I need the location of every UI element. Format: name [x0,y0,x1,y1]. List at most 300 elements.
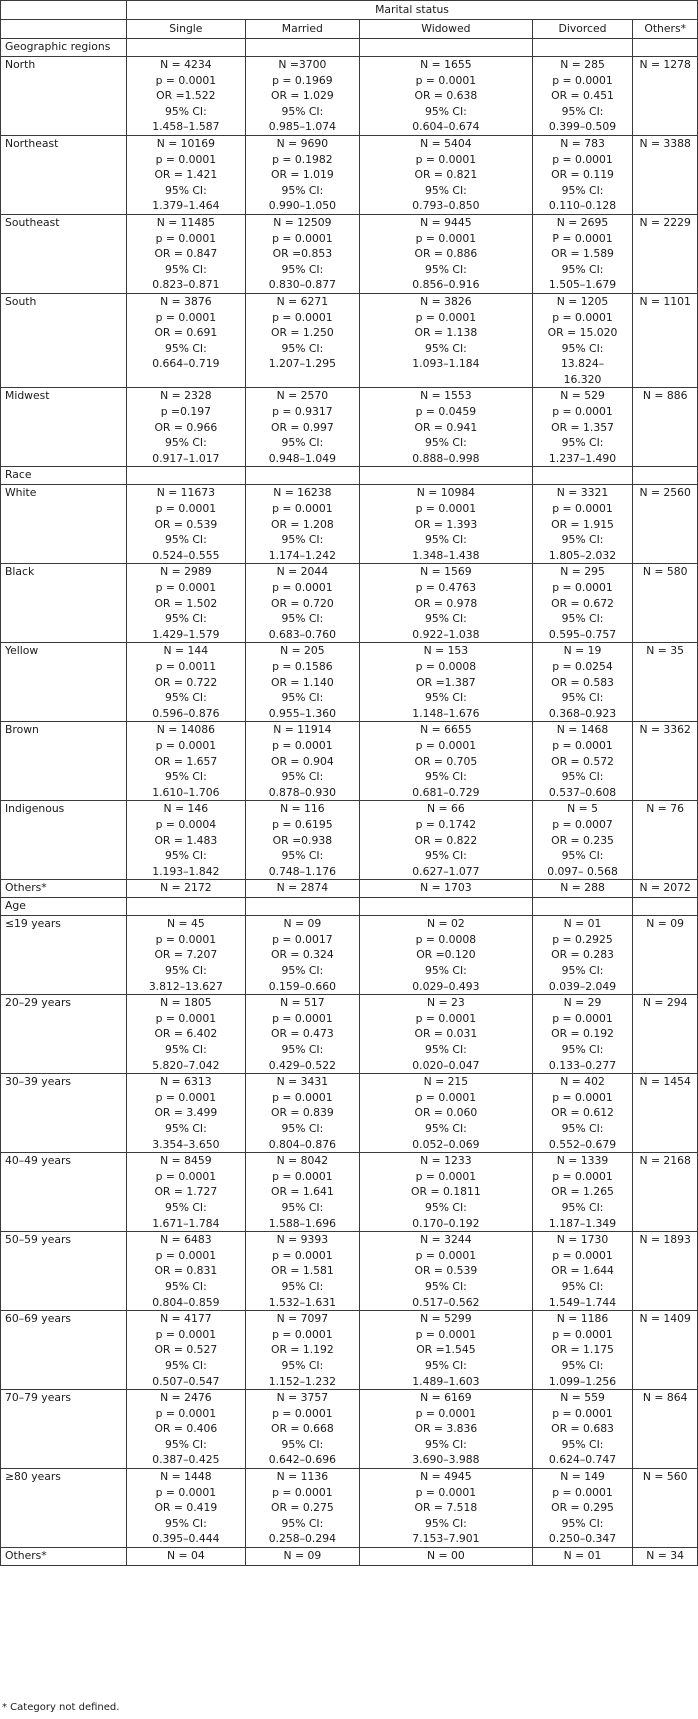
stat-cell [360,1548,533,1566]
row-label: 40–49 years [1,1153,127,1232]
stat-line: 1.489–1.603 [412,1374,480,1388]
stat-line: 5.820–7.042 [152,1058,220,1072]
stat-line: 0.395–0.444 [152,1532,220,1546]
column-header-row [1,20,698,39]
stat-line: N = 3431 [276,1075,329,1089]
stat-line: p = 0.6195 [272,817,333,831]
stat-line: 0.110–0.128 [548,199,617,213]
stat-cell [245,1232,359,1311]
stat-line: 95% CI: [561,849,604,863]
stat-line: p = 0.0001 [155,231,217,245]
stat-line: N = 529 [560,389,605,403]
stat-line: 95% CI: [164,341,207,355]
stat-line: 95% CI: [164,691,207,705]
others-cell: N = 2072 [633,880,698,898]
stat-cell [127,388,246,467]
stat-cell [360,643,533,722]
stat-cell [127,1153,246,1232]
stat-line: 1.805–2.032 [548,548,617,562]
stat-line: OR = 1.915 [551,517,614,531]
others-cell: N = 09 [633,916,698,995]
stat-cell [127,1469,246,1548]
others-cell: N = 3362 [633,722,698,801]
stat-line: N = 23 [427,996,465,1010]
stat-line: OR = 0.612 [551,1106,614,1120]
empty-cell [633,898,698,916]
stat-line: 95% CI: [561,436,604,450]
stat-line: p = 0.0001 [155,1406,217,1420]
stat-line: N = 3826 [420,294,472,308]
stat-line: OR = 0.295 [551,1501,614,1515]
stat-line: N = 1186 [556,1312,609,1326]
stat-line: 0.595–0.757 [548,627,617,641]
stat-line: N = 4945 [420,1470,472,1484]
stat-line: OR =0.938 [272,833,333,847]
stat-line: OR = 1.140 [270,675,334,689]
stat-line: p = 0.0001 [155,1248,217,1262]
stat-line: OR = 3.836 [414,1422,478,1436]
section-label: Age [1,898,127,916]
table-row [1,880,698,898]
row-label: Southeast [1,214,127,293]
stat-line: p = 0.0001 [272,738,333,752]
stat-line: p = 0.0001 [415,231,477,245]
stat-line: p = 0.0001 [155,1169,217,1183]
stat-line: OR = 0.638 [414,89,478,103]
stat-line: OR = 0.722 [154,675,218,689]
stat-cell [245,1469,359,1548]
stat-line: 0.823–0.871 [152,278,220,292]
stat-line: OR = 1.641 [270,1185,334,1199]
stat-line: p = 0.0001 [552,1327,613,1341]
stat-line: 0.888–0.998 [412,451,480,465]
stat-line: 95% CI: [561,1358,604,1372]
stat-line: N = 01 [563,917,602,931]
stat-line: OR = 0.451 [551,89,614,103]
stat-line: OR = 0.941 [414,420,478,434]
stat-line: OR = 1.589 [551,247,614,261]
row-label: Midwest [1,388,127,467]
stat-line: OR = 0.539 [154,517,218,531]
stat-cell [360,388,533,467]
stat-line: N = 8459 [160,1154,212,1168]
stat-cell [245,880,359,898]
stat-line: OR = 0.527 [154,1343,218,1357]
stat-line: 1.093–1.184 [412,357,480,371]
stat-line: OR = 1.502 [154,596,218,610]
stat-line: p = 0.0001 [552,310,613,324]
stat-line: N = 11673 [156,486,216,500]
empty-cell [532,467,633,485]
stat-line: N = 2989 [160,565,212,579]
section-header-row [1,898,698,916]
stat-line: N = 9690 [276,136,329,150]
stat-line: OR = 1.483 [154,833,218,847]
stat-line: 95% CI: [164,1437,207,1451]
stat-line: OR = 0.235 [551,833,614,847]
stat-cell [245,135,359,214]
section-label: Race [1,467,127,485]
stat-line: N = 4177 [160,1312,212,1326]
stat-line: 95% CI: [561,1516,604,1530]
stat-line: 95% CI: [424,1122,467,1135]
stat-line: P = 0.0001 [552,231,613,245]
stat-cell [127,1232,246,1311]
stat-line: p = 0.0001 [272,1090,333,1104]
stat-line: p = 0.0004 [155,817,217,831]
stat-cell [127,722,246,801]
stat-line: 1.174–1.242 [268,548,336,562]
stat-line: OR = 0.997 [270,420,334,434]
stat-line: OR = 1.644 [551,1264,614,1278]
stat-line: N = 2695 [556,215,609,229]
stat-cell [532,1232,633,1311]
stat-line: N = 2172 [160,881,212,895]
stat-line: N = 66 [427,802,465,816]
stat-cell [127,643,246,722]
others-cell: N = 580 [633,564,698,643]
stat-line: p = 0.0001 [415,152,477,166]
row-label: White [1,485,127,564]
stat-line: N = 12509 [273,215,332,229]
stat-line: N = 2874 [276,881,329,895]
stat-line: OR = 1.393 [414,517,478,531]
row-label: Yellow [1,643,127,722]
stat-cell [532,801,633,880]
stat-line: 95% CI: [561,964,604,978]
stat-line: 95% CI: [164,1516,207,1530]
stat-line: p = 0.2925 [552,932,613,946]
table-row [1,214,698,293]
table-row [1,135,698,214]
stat-cell [245,293,359,388]
section-label: Geographic regions [1,39,127,57]
empty-cell [633,39,698,57]
others-cell: N = 2229 [633,214,698,293]
stat-line: 0.804–0.876 [268,1137,336,1151]
stat-line: p = 0.0007 [552,817,613,831]
stat-line: 95% CI: [164,612,207,626]
stat-line: N = 10169 [156,136,216,150]
stat-line: p = 0.0008 [415,659,477,673]
stat-line: 1.458–1.587 [152,120,220,134]
stat-cell [532,722,633,801]
stat-line: N = 6271 [276,294,329,308]
stat-line: 1.429–1.579 [152,627,220,641]
stat-line: p = 0.0001 [155,738,217,752]
stat-line: N = 1136 [276,1470,329,1484]
stat-line: N = 16238 [273,486,332,500]
stat-line: p = 0.0001 [415,1406,477,1420]
table-row [1,995,698,1074]
stat-line: p = 0.0001 [272,1169,333,1183]
stat-cell [532,1469,633,1548]
stat-line: OR = 0.672 [551,596,614,610]
stat-line: p = 0.0001 [155,310,217,324]
stat-line: N = 402 [560,1075,605,1089]
stat-line: 95% CI: [281,436,324,450]
stat-cell [245,1153,359,1232]
stat-line: OR = 1.657 [154,754,218,768]
stat-line: N = 116 [280,802,325,816]
stat-line: N = 1553 [420,389,472,403]
stat-cell [245,1548,359,1566]
stat-line: p = 0.0254 [552,659,613,673]
empty-cell [360,39,533,57]
stat-line: p = 0.0001 [155,581,217,594]
stat-line: N = 11485 [156,215,216,229]
stat-line: 0.020–0.047 [412,1058,480,1072]
stat-line: 95% CI: [424,262,467,276]
stat-cell [360,1469,533,1548]
stat-cell [532,214,633,293]
stat-line: OR = 0.060 [414,1106,478,1120]
stat-cell [245,485,359,564]
table-header-blank [1,1,127,20]
stat-line: N = 04 [166,1549,205,1563]
stat-line: 0.856–0.916 [412,278,480,292]
stat-line: p = 0.4763 [415,581,477,594]
stat-line: p = 0.0001 [155,73,217,87]
stat-line: N = 01 [563,1549,602,1563]
others-cell: N = 1454 [633,1074,698,1153]
stat-line: OR = 0.978 [414,596,478,610]
stat-line: N = 2044 [276,565,329,579]
stat-line: N = 6169 [420,1391,472,1405]
stat-cell [245,801,359,880]
stat-line: 0.250–0.347 [548,1532,617,1546]
row-label: Others* [1,1548,127,1566]
stat-line: 1.610–1.706 [152,785,220,799]
column-header: Others* [633,20,698,39]
stat-line: 95% CI: [281,1358,324,1372]
table-row [1,57,698,136]
stat-line: 95% CI: [164,1043,207,1057]
stat-line: N = 6483 [160,1233,212,1247]
stat-cell [127,1074,246,1153]
stat-cell [532,135,633,214]
column-header: Widowed [360,20,533,39]
row-label: 20–29 years [1,995,127,1074]
stat-line: 95% CI: [561,691,604,705]
stat-line: 95% CI: [561,341,604,355]
empty-cell [360,467,533,485]
stat-line: OR = 1.029 [270,89,334,103]
stat-line: 0.039–2.049 [548,979,617,993]
stat-line: 0.429–0.522 [268,1058,336,1072]
stat-cell [532,916,633,995]
stat-cell [360,485,533,564]
stat-line: p = 0.0001 [415,1090,477,1104]
stat-line: N = 146 [163,802,209,816]
stat-line: p = 0.0008 [415,932,477,946]
stat-line: N = 3757 [276,1391,329,1405]
stat-line: 0.624–0.747 [548,1453,617,1467]
stat-line: p = 0.0459 [415,405,477,419]
stat-line: OR = 7.518 [414,1501,478,1515]
stat-line: OR = 0.283 [551,948,614,962]
stat-line: 0.878–0.930 [268,785,336,799]
row-label: Brown [1,722,127,801]
row-label: South [1,293,127,388]
stat-cell [127,1548,246,1566]
stat-line: p = 0.0001 [415,1327,477,1341]
stat-line: 0.507–0.547 [152,1374,220,1388]
stat-cell [532,1548,633,1566]
stat-cell [360,1390,533,1469]
stat-line: N = 09 [283,917,322,931]
others-cell: N = 34 [633,1548,698,1566]
stat-line: p = 0.0001 [415,502,477,516]
stat-line: 0.029–0.493 [412,979,480,993]
stat-line: 95% CI: [281,1279,324,1293]
stat-line: 95% CI: [424,1279,467,1293]
stat-line: 95% CI: [281,964,324,978]
stat-line: 3.690–3.988 [412,1453,480,1467]
stat-line: 0.604–0.674 [412,120,480,134]
stat-line: OR = 1.019 [270,168,334,182]
stat-line: N = 9393 [276,1233,329,1247]
stat-cell [360,1311,533,1390]
stat-line: 0.948–1.049 [268,451,336,465]
row-label: Others* [1,880,127,898]
stat-cell [360,722,533,801]
stat-line: 95% CI: [561,262,604,276]
stat-line: p = 0.0001 [155,1090,217,1104]
stat-line: OR = 15.020 [547,326,618,340]
stat-line: p = 0.1982 [272,152,333,166]
column-header-blank [1,20,127,39]
stat-line: OR = 0.473 [270,1027,334,1041]
stat-line: 1.549–1.744 [548,1295,617,1309]
stat-cell [127,293,246,388]
stat-line: 95% CI: [561,1122,604,1135]
stat-cell [360,564,533,643]
stat-line: N = 09 [283,1549,322,1563]
stat-cell [360,801,533,880]
table-footnote: * Category not defined. [2,1702,120,1713]
stat-line: N = 3321 [556,486,609,500]
stat-line: 95% CI: [424,341,467,355]
stat-line: 1.148–1.676 [412,706,480,720]
stat-line: 0.537–0.608 [548,785,617,799]
stat-line: 0.681–0.729 [412,785,480,799]
stat-line: 95% CI: [281,1200,324,1214]
stat-line: 95% CI: [424,964,467,978]
stat-line: OR = 0.406 [154,1422,218,1436]
stat-line: 95% CI: [281,1122,324,1135]
stat-line: OR = 0.539 [414,1264,478,1278]
stat-line: 95% CI: [561,1279,604,1293]
stat-line: 95% CI: [424,849,467,863]
row-label: 30–39 years [1,1074,127,1153]
stat-line: 95% CI: [164,1358,207,1372]
stat-line: 0.955–1.360 [268,706,336,720]
stat-line: 95% CI: [164,849,207,863]
stat-line: 1.237–1.490 [548,451,617,465]
stat-line: OR = 0.192 [551,1027,614,1041]
stat-line: p = 0.0001 [272,1011,333,1025]
stat-line: OR = 0.886 [414,247,478,261]
stat-line: 0.683–0.760 [268,627,336,641]
stat-line: 3.354–3.650 [152,1137,220,1151]
stat-line: 0.159–0.660 [268,979,336,993]
stat-line: OR = 1.208 [270,517,334,531]
stat-line: 95% CI: [164,1279,207,1293]
stat-cell [127,1390,246,1469]
stat-line: OR =0.853 [272,247,333,261]
stat-line: p = 0.1969 [272,73,333,87]
stat-line: N = 29 [563,996,602,1010]
stat-line: 1.588–1.696 [268,1216,336,1230]
stat-line: N = 295 [560,565,605,579]
stat-line: 0.524–0.555 [152,548,220,562]
stat-cell [127,564,246,643]
stat-line: p = 0.1742 [415,817,477,831]
others-cell: N = 886 [633,388,698,467]
stat-line: N = 02 [427,917,465,931]
stat-cell [532,564,633,643]
stat-line: 95% CI: [281,1437,324,1451]
stat-cell [245,1074,359,1153]
stat-line: 0.133–0.277 [548,1058,617,1072]
table-row [1,1074,698,1153]
stat-line: OR = 0.119 [551,168,614,182]
stat-line: 95% CI: [164,183,207,197]
stat-cell [127,485,246,564]
stat-line: 95% CI: [561,104,604,118]
row-label: 70–79 years [1,1390,127,1469]
stat-line: OR = 1.192 [270,1343,334,1357]
table-row [1,1469,698,1548]
table-row [1,643,698,722]
stat-cell [360,916,533,995]
table-row [1,722,698,801]
stat-line: 95% CI: [424,612,467,626]
stat-line: 0.748–1.176 [268,864,336,878]
stat-line: 95% CI: [561,1200,604,1214]
stat-line: OR = 0.966 [154,420,218,434]
stat-line: 95% CI: [561,533,604,547]
stat-line: 1.671–1.784 [152,1216,220,1230]
section-header-row [1,467,698,485]
stat-line: 95% CI: [164,533,207,547]
stat-line: 95% CI: [424,691,467,705]
stat-cell [532,1390,633,1469]
stat-line: 95% CI: [281,104,324,118]
others-cell: N = 864 [633,1390,698,1469]
stat-line: p = 0.0001 [272,231,333,245]
stat-line: p = 0.0001 [552,405,613,419]
stat-line: 0.368–0.923 [548,706,617,720]
stat-line: N = 3876 [160,294,212,308]
stat-line: p = 0.0001 [155,152,217,166]
stat-line: p = 0.0001 [552,73,613,87]
stat-cell [245,916,359,995]
stat-line: 0.387–0.425 [152,1453,220,1467]
stat-cell [360,135,533,214]
row-label: 60–69 years [1,1311,127,1390]
stat-line: 95% CI: [281,183,324,197]
stat-line: OR = 0.583 [551,675,614,689]
stat-line: 0.922–1.038 [412,627,480,641]
stat-line: N = 285 [560,58,605,71]
stat-cell [127,801,246,880]
stat-cell [127,880,246,898]
stat-cell [127,916,246,995]
stat-line: 95% CI: [164,964,207,978]
stat-line: OR = 1.421 [154,168,218,182]
